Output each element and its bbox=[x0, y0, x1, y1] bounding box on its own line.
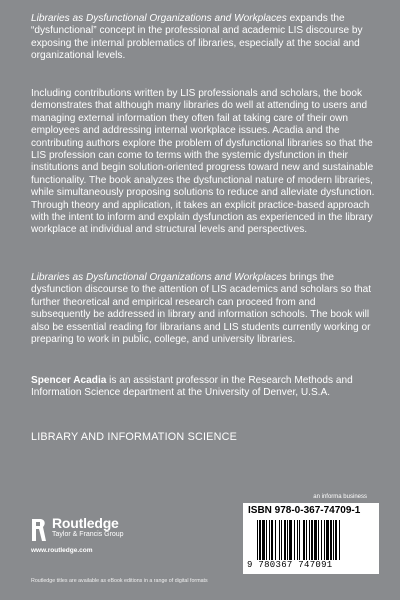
blurb-paragraph-1 bbox=[31, 13, 376, 63]
barcode-stripe bbox=[284, 520, 286, 560]
routledge-emblem-icon bbox=[31, 517, 47, 543]
barcode-stripe bbox=[339, 520, 340, 560]
barcode-stripe bbox=[324, 520, 325, 560]
barcode-stripe bbox=[311, 520, 313, 560]
barcode-stripe bbox=[297, 520, 298, 560]
barcode-digits: 9 780367 747091 bbox=[247, 560, 333, 570]
publisher-group: Taylor & Francis Group bbox=[52, 531, 124, 538]
publisher-url: www.routledge.com bbox=[31, 547, 93, 554]
paragraph-text: expands the “dysfunctional” concept in the professional and academic LIS discourse by exposing the internal problematics of libraries, especially at the social and organizational levels. bbox=[31, 13, 363, 62]
barcode-stripe bbox=[259, 520, 261, 560]
barcode-stripe bbox=[294, 520, 295, 560]
book-title-italic: Libraries as Dysfunctional Organizations and Workplaces bbox=[31, 272, 287, 283]
barcode-stripe bbox=[269, 520, 270, 560]
barcode-stripe bbox=[287, 520, 288, 560]
book-title-italic: Libraries as Dysfunctional Organizations and Workplaces bbox=[31, 13, 287, 24]
barcode-stripe bbox=[330, 520, 332, 560]
subject-category: LIBRARY AND INFORMATION SCIENCE bbox=[31, 431, 237, 443]
ebook-footnote: Routledge titles are available as eBook editions in a range of digital formats bbox=[31, 578, 208, 584]
blurb-paragraph-3 bbox=[31, 272, 376, 346]
informa-business-label: an informa business bbox=[313, 494, 367, 500]
barcode-stripe bbox=[257, 520, 258, 560]
barcode-stripe bbox=[303, 520, 305, 560]
author-name: Spencer Acadia bbox=[31, 375, 107, 386]
barcode-stripe bbox=[266, 520, 267, 560]
paragraph-text: Including contributions written by LIS professionals and scholars, the book demonstrates that although many libraries do well at attending to users and managing external information they often fail at taking care of their own employees and addressing internal workplace issues. Acadia and the contributing authors explore the problem of dysfunctional libraries so that the LIS profession can come to terms with the systemic dysfunction in their institutions and begin solution-oriented progress toward new and sustainable functionality. The book analyzes the dysfunctional nature of modern libraries, while simultaneously proposing solutions to reduce and alleviate dysfunction. Through theory and application, it takes an explicit practice-based approach with the intent to inform and explain dysfunction as experienced in the library workplace at individual and structural levels and perspectives. bbox=[31, 88, 375, 236]
paragraph-text: brings the dysfunction discourse to the attention of LIS academics and scholars so that further theoretical and empirical research can proceed from and subsequently be addressed in library and information schools. The book will also be essential reading for librarians and LIS students currently working or preparing to work in public, college, and university libraries. bbox=[31, 272, 372, 346]
publisher-logo bbox=[31, 514, 201, 564]
barcode-stripe bbox=[335, 520, 337, 560]
barcode-stripe bbox=[309, 520, 310, 560]
author-bio-text: is an assistant professor in the Research Methods and Information Science department at the University of Denver, U.S.A. bbox=[31, 375, 353, 399]
barcode-box bbox=[243, 503, 379, 574]
isbn-text: ISBN 978-0-367-74709-1 bbox=[248, 505, 361, 516]
barcode-area bbox=[243, 494, 379, 578]
barcode-stripe bbox=[279, 520, 280, 560]
barcode-stripe bbox=[333, 520, 334, 560]
barcode-stripe bbox=[326, 520, 329, 560]
barcode-stripe bbox=[306, 520, 307, 560]
barcode-stripe bbox=[299, 520, 300, 560]
barcode-stripe bbox=[314, 520, 317, 560]
barcode-stripe bbox=[271, 520, 273, 560]
publisher-name: Routledge bbox=[52, 515, 119, 531]
barcode-stripe bbox=[275, 520, 276, 560]
author-bio bbox=[31, 375, 376, 400]
barcode-stripe bbox=[262, 520, 265, 560]
barcode-stripe bbox=[289, 520, 292, 560]
barcode-stripe bbox=[281, 520, 282, 560]
barcode-stripe bbox=[321, 520, 322, 560]
barcode-stripe bbox=[318, 520, 319, 560]
blurb-paragraph-2 bbox=[31, 88, 376, 237]
barcode-bars bbox=[257, 520, 369, 560]
